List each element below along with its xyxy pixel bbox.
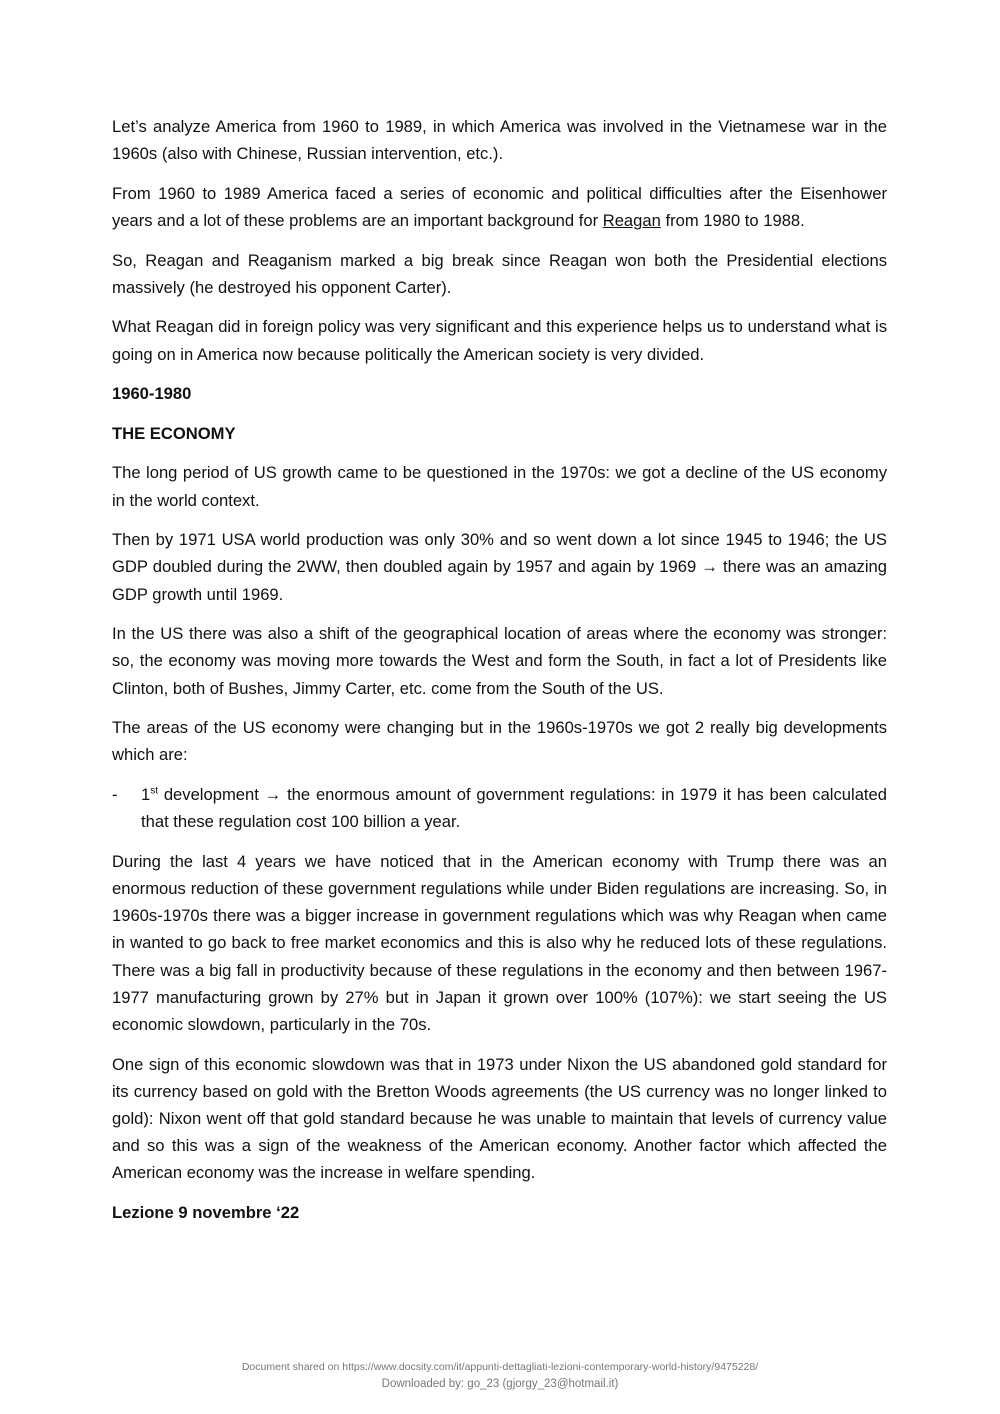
paragraph-difficulties-end: from 1980 to 1988. <box>660 211 805 230</box>
footer-shared: Document shared on https://www.docsity.com/it/appunti-dettagliati-lezioni-contemporary-world-history/9475228/ <box>241 1361 759 1373</box>
heading-period: 1960-1980 <box>112 384 192 404</box>
reagan-link[interactable]: Reagan <box>602 211 661 230</box>
document-body <box>112 113 887 1239</box>
bullet-body: development → the enormous amount of government regulations: in 1979 it has been calculated that these regulation cost 100 billion a year. <box>141 784 887 832</box>
bullet-dash: - <box>112 784 118 804</box>
paragraph-gold-standard: One sign of this economic slowdown was that in 1973 under Nixon the US abandoned gold standard for its currency based on gold with the Bretton Woods agreements (the US currency was no longer linked to gold): Nixon went off that gold standard because he was unable to maintain that levels of currency value and so this was a sign of the weakness of the American economy. Another factor which affected the American economy was the increase in welfare spending. <box>112 1054 887 1183</box>
paragraph-difficulties <box>112 180 887 234</box>
list-item <box>112 781 887 835</box>
bullet-number: 1 <box>141 784 151 804</box>
paragraph-gdp: Then by 1971 USA world production was only 30% and so went down a lot since 1945 to 1946; the US GDP doubled during the 2WW, then doubled again by 1957 and again by 1969 → there was an amazing GDP growth until 1969. <box>112 530 887 604</box>
bullet-ordinal: st <box>150 785 159 797</box>
paragraph-developments: The areas of the US economy were changing but in the 1960s-1970s we got 2 really big developments which are: <box>112 718 887 765</box>
paragraph-growth: The long period of US growth came to be questioned in the 1970s: we got a decline of the US economy in the world context. <box>112 463 887 510</box>
paragraph-difficulties-text: From 1960 to 1989 America faced a series of economic and political difficulties after the Eisenhower years and a lot of these problems are an important background for <box>112 183 887 230</box>
paragraph-reaganism: So, Reagan and Reaganism marked a big break since Reagan won both the Presidential elections massively (he destroyed his opponent Carter). <box>112 250 887 297</box>
paragraph-geography: In the US there was also a shift of the geographical location of areas where the economy was stronger: so, the economy was moving more towards the West and form the South, in fact a lot of Presidents like Clinton, both of Bushes, Jimmy Carter, etc. come from the South of the US. <box>112 624 887 698</box>
paragraph-intro: Let’s analyze America from 1960 to 1989, in which America was involved in the Vietnamese war in the 1960s (also with Chinese, Russian intervention, etc.). <box>112 117 887 164</box>
footer-downloaded: Downloaded by: go_23 (gjorgy_23@hotmail.it) <box>381 1378 619 1390</box>
paragraph-foreign-policy: What Reagan did in foreign policy was very significant and this experience helps us to understand what is going on in America now because politically the American society is very divided. <box>112 317 887 364</box>
heading-economy: THE ECONOMY <box>112 423 236 443</box>
heading-lesson: Lezione 9 novembre ‘22 <box>112 1202 300 1222</box>
bullet-text <box>141 781 887 835</box>
paragraph-regulations: During the last 4 years we have noticed that in the American economy with Trump there was an enormous reduction of these government regulations while under Biden regulations are increasing. So, in 1960s-1970s there was a bigger increase in government regulations which was why Reagan when came in wanted to go back to free market economics and this is also why he reduced lots of these regulations. There was a big fall in productivity because of these regulations in the economy and then between 1967-1977 manufacturing grown by 27% but in Japan it grown over 100% (107%): we start seeing the US economic slowdown, particularly in the 70s. <box>112 851 887 1034</box>
